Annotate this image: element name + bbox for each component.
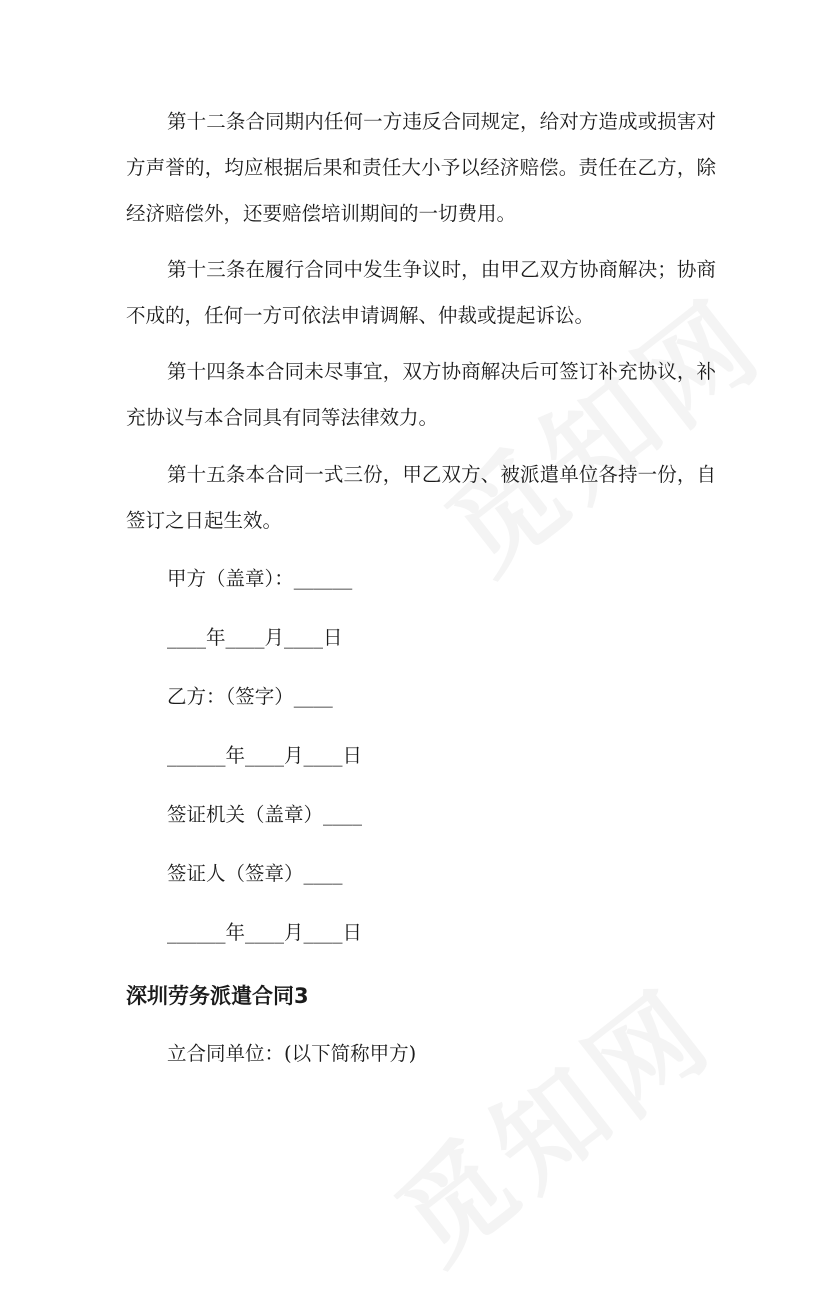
article-15: 第十五条本合同一式三份，甲乙双方、被派遣单位各持一份，自签订之日起生效。 [126, 463, 716, 532]
article-14: 第十四条本合同未尽事宜，双方协商解决后可签订补充协议，补充协议与本合同具有同等法律效力。 [126, 360, 716, 429]
notary-office-seal: 签证机关（盖章）____ [167, 803, 363, 826]
article-12: 第十二条合同期内任何一方违反合同规定，给对方造成或损害对方声誉的，均应根据后果和责任大小予以经济赔偿。责任在乙方，除经济赔偿外，还要赔偿培训期间的一切费用。 [126, 110, 716, 225]
section-title: 深圳劳务派遣合同3 [126, 984, 309, 1008]
party-a-date: ____年____月____日 [167, 626, 343, 649]
party-b-sign: 乙方：（签字）____ [167, 685, 333, 708]
contract-party-line: 立合同单位：(以下简称甲方) [167, 1042, 417, 1065]
article-13: 第十三条在履行合同中发生争议时，由甲乙双方协商解决；协商不成的，任何一方可依法申请调解、仲裁或提起诉讼。 [126, 258, 716, 327]
notary-person-seal: 签证人（签章）____ [167, 862, 343, 885]
watermark [360, 946, 741, 1292]
party-a-seal: 甲方（盖章）：______ [167, 567, 353, 590]
notary-date: ______年____月____日 [167, 921, 363, 944]
party-b-date: ______年____月____日 [167, 744, 363, 767]
